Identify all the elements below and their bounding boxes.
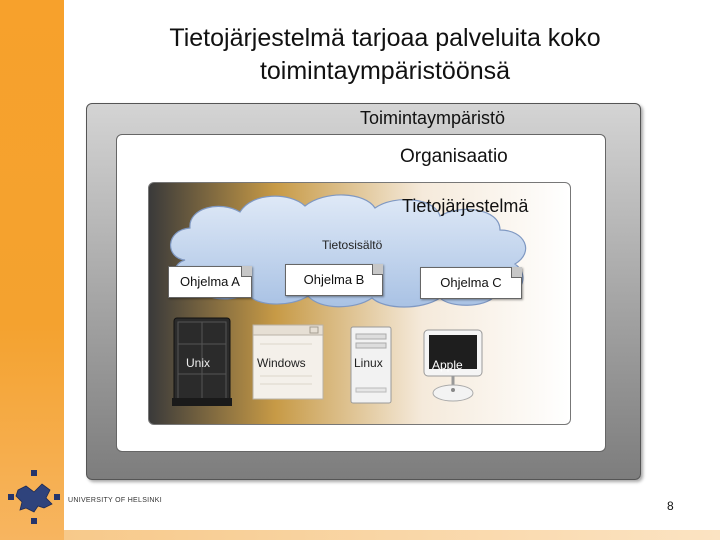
bottom-accent-bar bbox=[64, 530, 720, 540]
orange-side-bar bbox=[0, 0, 64, 540]
information-system-label: Tietojärjestelmä bbox=[402, 196, 529, 216]
slide-title-line-1: Tietojärjestelmä tarjoaa palveluita koko bbox=[169, 24, 601, 52]
university-name: UNIVERSITY OF HELSINKI bbox=[68, 497, 162, 504]
university-seal-icon bbox=[4, 468, 64, 528]
organization-label: Organisaatio bbox=[400, 146, 508, 167]
platform-label-windows: Windows bbox=[257, 356, 306, 370]
slide-title bbox=[90, 22, 680, 88]
program-document-b: Ohjelma B bbox=[285, 264, 383, 296]
program-document-c: Ohjelma C bbox=[420, 267, 522, 299]
platform-label-apple: Apple bbox=[432, 358, 463, 372]
platform-label-unix: Unix bbox=[186, 356, 211, 370]
platform-label-linux: Linux bbox=[354, 356, 383, 370]
information-content-label: Tietosisältö bbox=[322, 238, 383, 252]
program-document-a: Ohjelma A bbox=[168, 266, 252, 298]
environment-label: Toimintaympäristö bbox=[360, 108, 506, 128]
page-number: 8 bbox=[667, 499, 674, 513]
slide-title-line-2: toimintaympäristöönsä bbox=[259, 57, 511, 85]
